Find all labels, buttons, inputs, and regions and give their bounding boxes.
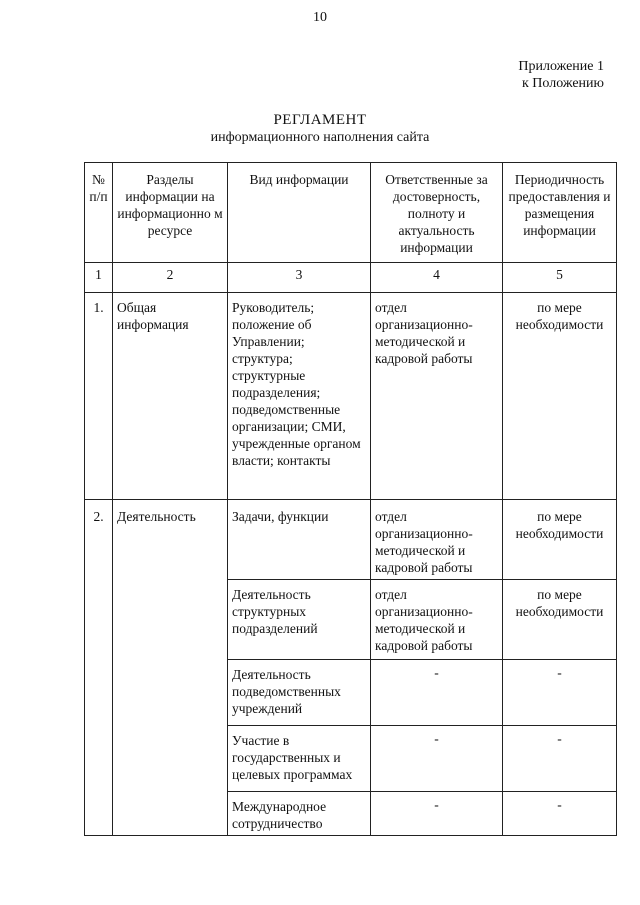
column-number: 2 bbox=[113, 263, 228, 293]
annex-label bbox=[518, 58, 604, 92]
document-title bbox=[0, 111, 640, 147]
table-row bbox=[85, 293, 617, 500]
row-section: Общая информация bbox=[113, 293, 228, 500]
row-periodicity: - bbox=[503, 726, 617, 792]
row-number: 1. bbox=[85, 293, 113, 500]
column-number: 5 bbox=[503, 263, 617, 293]
row-periodicity: - bbox=[503, 660, 617, 726]
row-periodicity: по мере необходимости bbox=[503, 500, 617, 580]
title-subtitle: информационного наполнения сайта bbox=[210, 130, 430, 145]
row-info-type: Международное сотрудничество bbox=[228, 792, 371, 836]
row-periodicity: по мере необходимости bbox=[503, 580, 617, 660]
row-section: Деятельность bbox=[113, 500, 228, 836]
row-responsible: отдел организационно-методической и кадровой работы bbox=[371, 293, 503, 500]
row-info-type: Деятельность подведомственных учреждений bbox=[228, 660, 371, 726]
row-responsible: - bbox=[371, 660, 503, 726]
header-section: Разделы информации на информационно м ресурсе bbox=[113, 163, 228, 263]
row-number: 2. bbox=[85, 500, 113, 836]
column-number: 3 bbox=[228, 263, 371, 293]
row-responsible: - bbox=[371, 726, 503, 792]
row-periodicity: - bbox=[503, 792, 617, 836]
title-main: РЕГЛАМЕНТ bbox=[273, 112, 367, 128]
header-number: № п/п bbox=[85, 163, 113, 263]
row-info-type: Деятельность структурных подразделений bbox=[228, 580, 371, 660]
header-periodicity: Периодичность предоставления и размещения информации bbox=[503, 163, 617, 263]
row-info-type: Руководитель; положение об Управлении; структура; структурные подразделения; подведомственные организации; СМИ, учрежденные органом власти; контакты bbox=[228, 293, 371, 500]
table-header-row bbox=[85, 163, 617, 263]
column-number-row bbox=[85, 263, 617, 293]
row-responsible: отдел организационно-методической и кадровой работы bbox=[371, 500, 503, 580]
row-periodicity: по мере необходимости bbox=[503, 293, 617, 500]
row-info-type: Участие в государственных и целевых программах bbox=[228, 726, 371, 792]
column-number: 4 bbox=[371, 263, 503, 293]
column-number: 1 bbox=[85, 263, 113, 293]
row-info-type: Задачи, функции bbox=[228, 500, 371, 580]
annex-line-2: к Положению bbox=[521, 76, 604, 91]
table-row bbox=[85, 500, 617, 580]
page-number: 10 bbox=[313, 10, 327, 25]
annex-line-1: Приложение 1 bbox=[518, 59, 604, 74]
row-responsible: отдел организационно-методической и кадровой работы bbox=[371, 580, 503, 660]
row-responsible: - bbox=[371, 792, 503, 836]
header-info-type: Вид информации bbox=[228, 163, 371, 263]
header-responsible: Ответственные за достоверность, полноту и актуальность информации bbox=[371, 163, 503, 263]
regulation-table bbox=[84, 162, 617, 836]
